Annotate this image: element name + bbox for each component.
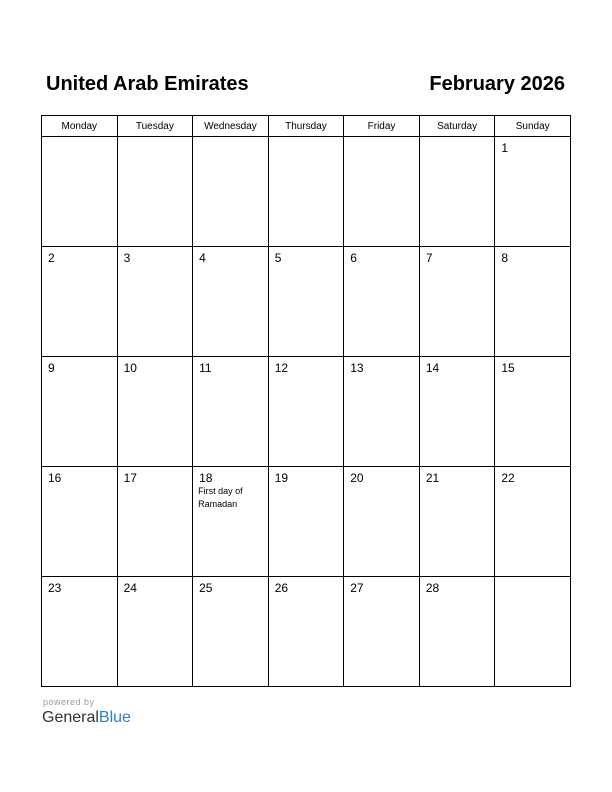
weekday-header: Tuesday bbox=[117, 116, 193, 137]
day-cell bbox=[42, 137, 118, 247]
week-row bbox=[42, 137, 571, 247]
day-cell bbox=[117, 577, 193, 687]
day-number: 24 bbox=[123, 581, 137, 595]
generalblue-logo[interactable] bbox=[42, 708, 131, 728]
day-number: 18 bbox=[199, 471, 213, 485]
day-cell bbox=[495, 577, 571, 687]
day-cell bbox=[42, 577, 118, 687]
day-number: 21 bbox=[425, 471, 440, 485]
day-cell bbox=[193, 577, 269, 687]
week-row bbox=[42, 247, 571, 357]
weekday-header: Monday bbox=[42, 116, 118, 137]
day-number bbox=[495, 577, 570, 581]
day-cell bbox=[117, 357, 193, 467]
day-cell bbox=[495, 247, 571, 357]
day-cell bbox=[193, 357, 269, 467]
day-number: 14 bbox=[425, 361, 440, 375]
country-title: United Arab Emirates bbox=[46, 73, 249, 95]
weekday-header: Saturday bbox=[419, 116, 495, 137]
day-cell bbox=[495, 357, 571, 467]
day-number: 26 bbox=[274, 581, 289, 595]
day-number: 9 bbox=[48, 361, 55, 375]
day-cell bbox=[419, 577, 495, 687]
day-number: 15 bbox=[501, 361, 515, 375]
weekday-header: Sunday bbox=[495, 116, 571, 137]
powered-by-label: powered by bbox=[43, 697, 95, 707]
day-number bbox=[42, 137, 117, 141]
day-cell bbox=[268, 247, 344, 357]
day-cell bbox=[193, 247, 269, 357]
weekday-header: Wednesday bbox=[193, 116, 269, 137]
day-number: 1 bbox=[501, 141, 509, 155]
day-number bbox=[420, 137, 495, 141]
day-number: 4 bbox=[199, 251, 206, 265]
day-cell bbox=[268, 357, 344, 467]
day-cell bbox=[117, 467, 193, 577]
weekday-header-row bbox=[42, 116, 571, 137]
week-row bbox=[42, 357, 571, 467]
day-number: 27 bbox=[350, 581, 364, 595]
day-cell bbox=[117, 137, 193, 247]
day-cell bbox=[344, 247, 420, 357]
day-number: 23 bbox=[48, 581, 62, 595]
day-cell bbox=[419, 467, 495, 577]
day-cell bbox=[344, 577, 420, 687]
day-number: 28 bbox=[425, 581, 440, 595]
day-number: 3 bbox=[123, 251, 131, 265]
day-number: 11 bbox=[199, 361, 212, 375]
day-cell bbox=[495, 467, 571, 577]
day-number bbox=[269, 137, 344, 141]
day-number: 5 bbox=[274, 251, 282, 265]
day-cell bbox=[42, 247, 118, 357]
day-cell bbox=[193, 137, 269, 247]
day-cell bbox=[117, 247, 193, 357]
month-year-title: February 2026 bbox=[429, 73, 565, 95]
day-number: 17 bbox=[123, 471, 137, 485]
day-cell bbox=[495, 137, 571, 247]
week-row bbox=[42, 577, 571, 687]
brand-blue-text: Blue bbox=[98, 709, 131, 726]
day-number: 8 bbox=[501, 251, 509, 265]
day-number: 10 bbox=[123, 361, 137, 375]
day-number: 13 bbox=[350, 361, 364, 375]
weekday-header: Friday bbox=[344, 116, 420, 137]
day-number: 12 bbox=[274, 361, 289, 375]
day-number: 7 bbox=[425, 251, 433, 265]
day-number: 16 bbox=[48, 471, 62, 485]
day-cell bbox=[344, 467, 420, 577]
day-number: 6 bbox=[350, 251, 357, 265]
day-cell bbox=[344, 137, 420, 247]
day-number bbox=[344, 137, 419, 141]
week-row bbox=[42, 467, 571, 577]
day-cell bbox=[419, 137, 495, 247]
day-number: 22 bbox=[501, 471, 515, 485]
day-cell bbox=[419, 247, 495, 357]
day-number: 19 bbox=[274, 471, 289, 485]
day-cell bbox=[268, 467, 344, 577]
day-cell bbox=[344, 357, 420, 467]
day-cell bbox=[268, 577, 344, 687]
weekday-header: Thursday bbox=[268, 116, 344, 137]
day-number bbox=[193, 137, 268, 141]
holiday-label: First day of Ramadan bbox=[198, 486, 243, 509]
day-cell bbox=[42, 467, 118, 577]
day-cell bbox=[268, 137, 344, 247]
brand-general-text: General bbox=[42, 709, 99, 726]
day-number: 2 bbox=[48, 251, 55, 265]
day-cell bbox=[419, 357, 495, 467]
day-number: 20 bbox=[350, 471, 364, 485]
day-cell bbox=[193, 467, 269, 577]
calendar-grid bbox=[41, 115, 571, 687]
day-cell bbox=[42, 357, 118, 467]
day-number: 25 bbox=[199, 581, 213, 595]
day-number bbox=[118, 137, 193, 141]
